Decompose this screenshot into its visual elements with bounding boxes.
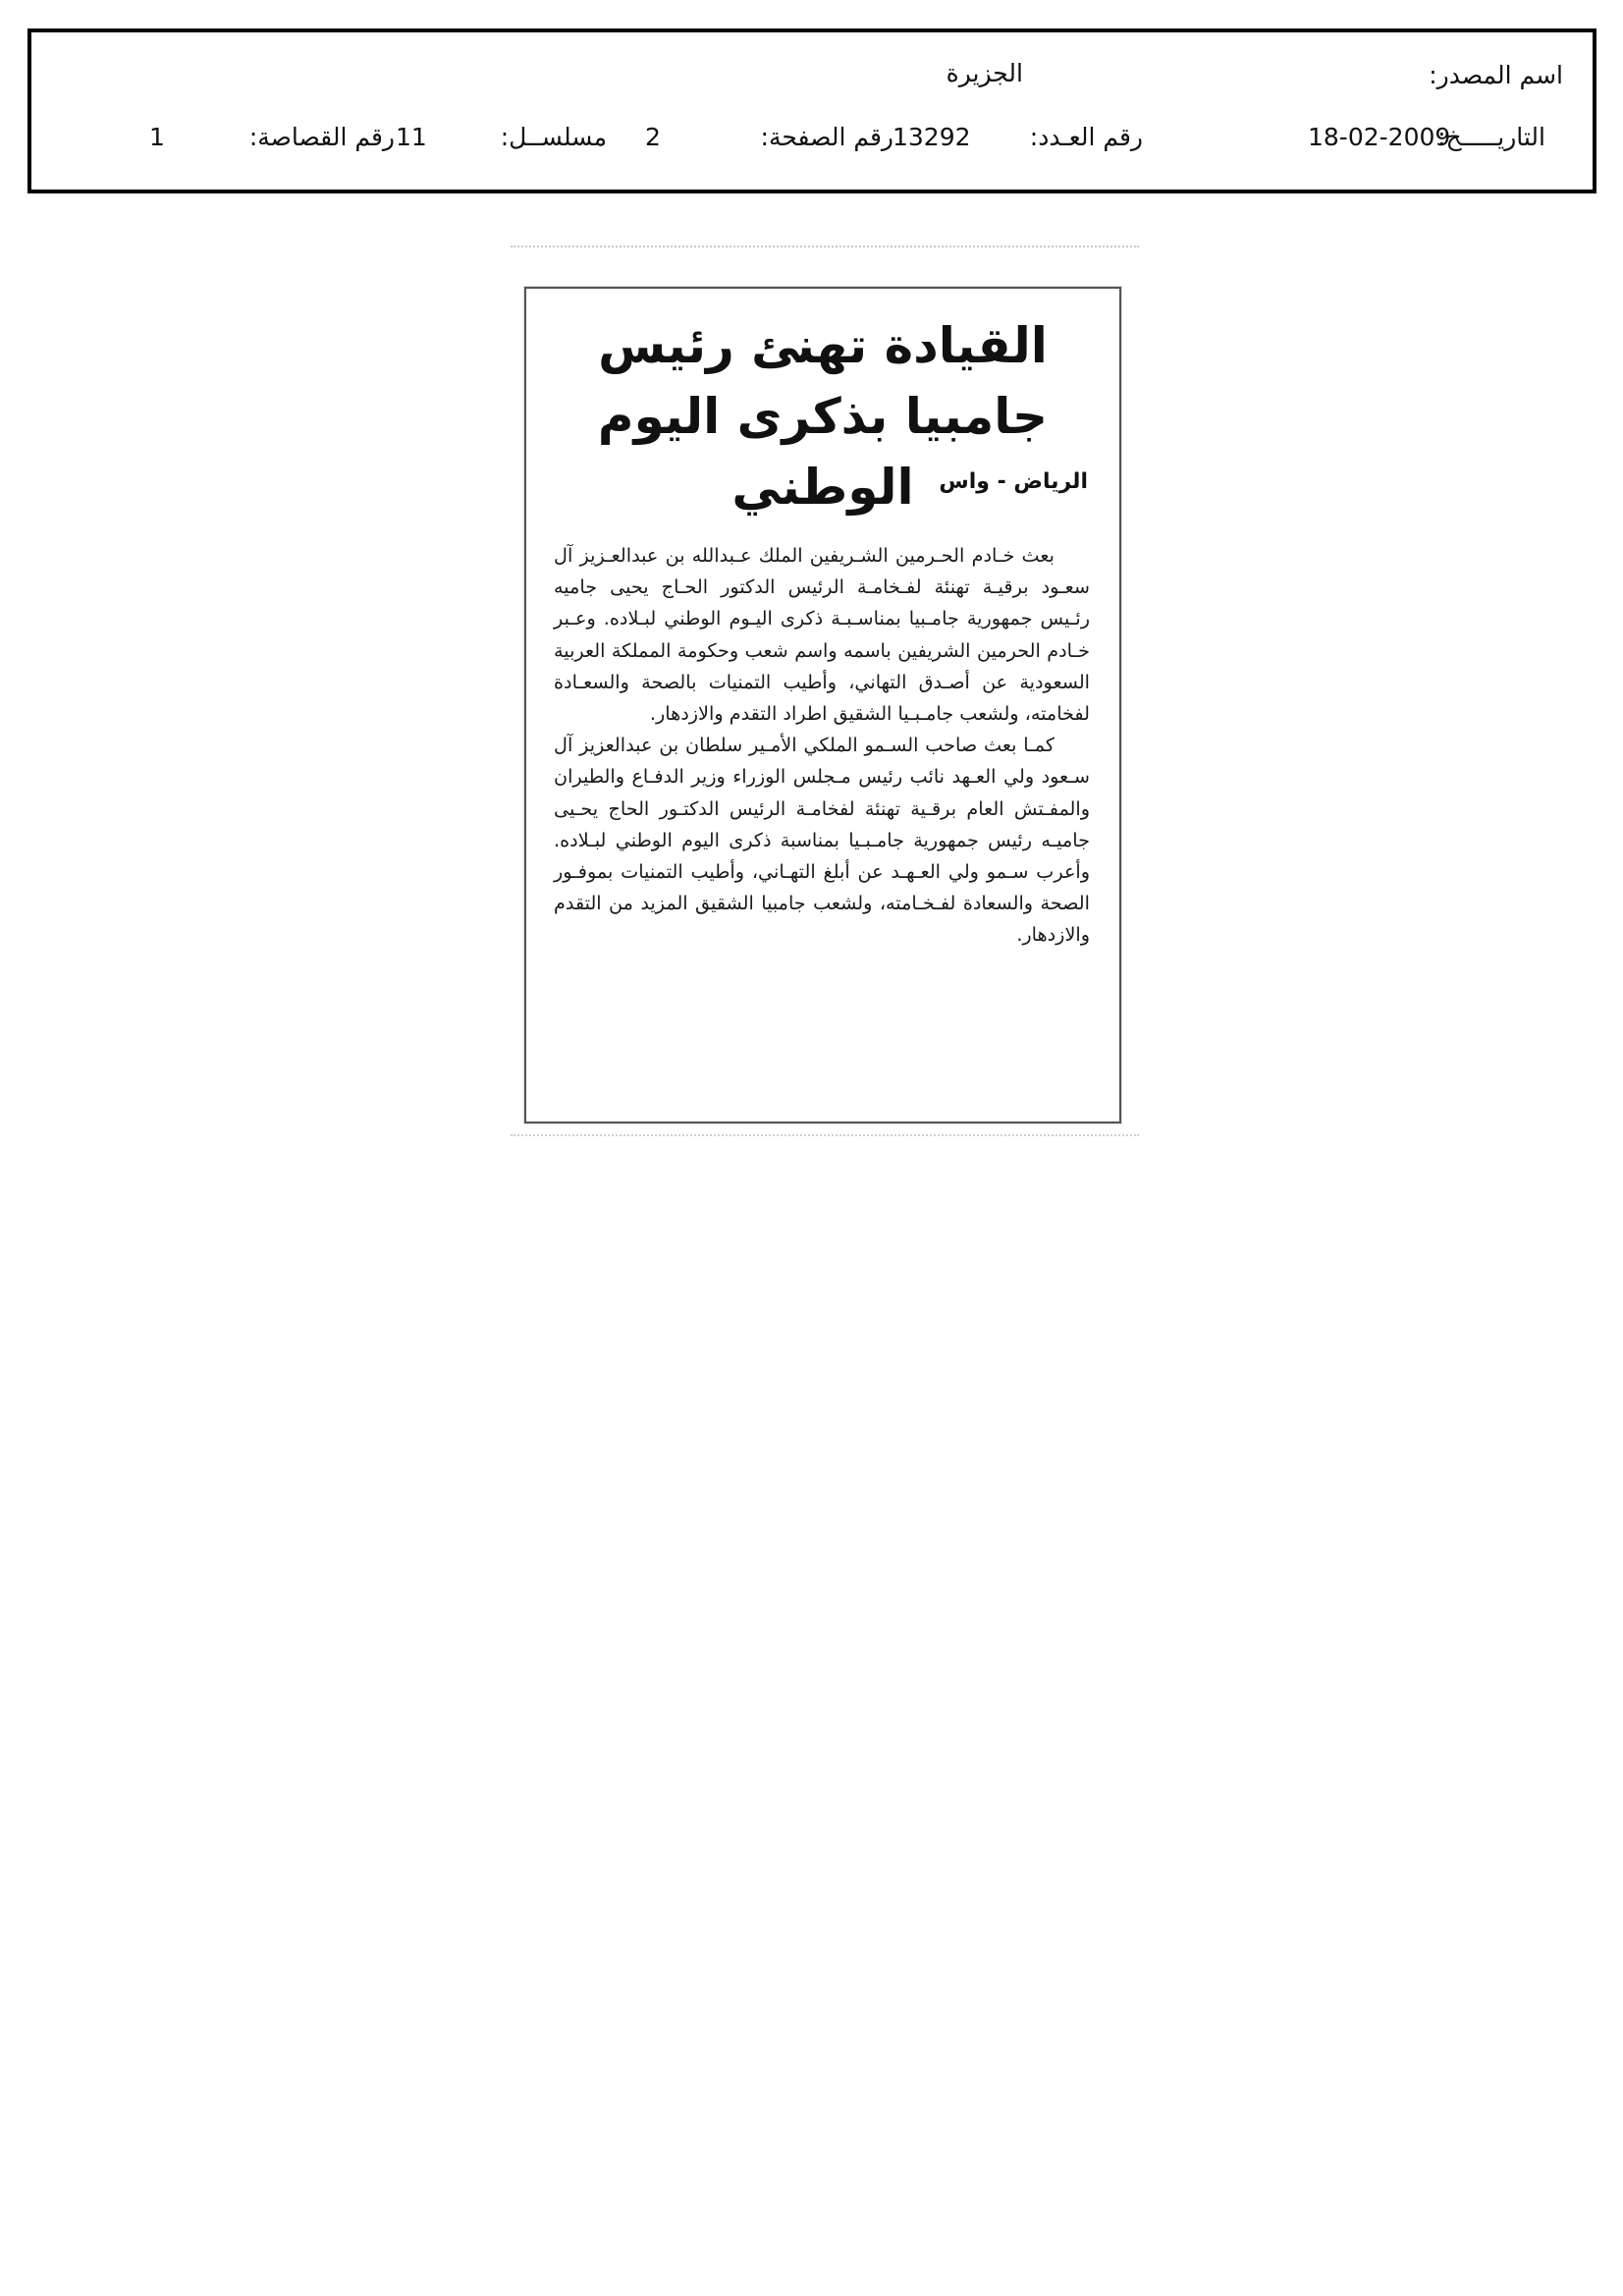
page-label: رقم الصفحة: <box>760 123 893 151</box>
newspaper-clipping <box>524 287 1121 1123</box>
article-paragraph: كمـا بعث صاحب السـمو الملكي الأمـير سلطان بن عبدالعزيز آل سـعود ولي العـهد نائب رئيس مـجلس الوزراء وزير الدفـاع والطيران والمفـتش العام برقـية تهنئة لفخامـة الرئيس الدكتـور الحاج يحـيى جاميـه رئيس جمهورية جامـبـيا بمناسبة ذكرى اليوم الوطني لبـلاده. وأعرب سـمو ولي العـهـد عن أبلغ التهـاني، وأطيب التمنيات بموفـور الصحة والسعادة لفـخـامته، ولشعب جامبيا الشقيق المزيد من التقدم والازدهار. <box>554 734 1090 947</box>
page-value: 2 <box>645 123 661 151</box>
article-headline: القيادة تهنئ رئيس جامبيا بذكرى اليوم الوطني <box>597 317 1049 516</box>
scan-edge-bottom <box>511 1134 1139 1150</box>
article-paragraph: بعث خـادم الحـرمين الشـريفين الملك عـبدالله بن عبدالعـزيز آل سعـود برقيـة تهنئة لفـخامـة الرئيس الدكتور الحـاج يحيى جاميه رئـيس جمهورية جامـبيا بمناسـبـة ذكرى اليـوم الوطني لبـلاده. وعـبر خـادم الحرمين الشريفين باسمه واسم شعب وحكومة المملكة العربية السعودية عن أصـدق التهاني، وأطيب التمنيات بالصحة والسعـادة لفخامته، ولشعب جامـبـيا الشقيق اطراد التقدم والازدهار. <box>554 544 1090 726</box>
article-body <box>554 540 1090 952</box>
date-label: التاريـــــخ: <box>1437 123 1545 151</box>
serial-label: مسلســل: <box>500 123 607 151</box>
clipping-label: رقم القصاصة: <box>248 123 395 151</box>
source-label: اسم المصدر: <box>1429 61 1563 89</box>
issue-value: 13292 <box>893 123 971 151</box>
clipping-metadata-box <box>27 28 1596 193</box>
date-value: 18-02-2009 <box>1308 123 1451 151</box>
serial-value: 11 <box>396 123 427 151</box>
source-value: الجزيرة <box>946 59 1023 87</box>
clipping-value: 1 <box>149 123 165 151</box>
issue-label: رقم العـدد: <box>1029 123 1143 151</box>
article-dateline: الرياض - واس <box>939 469 1088 494</box>
scan-edge-top <box>511 246 1139 261</box>
